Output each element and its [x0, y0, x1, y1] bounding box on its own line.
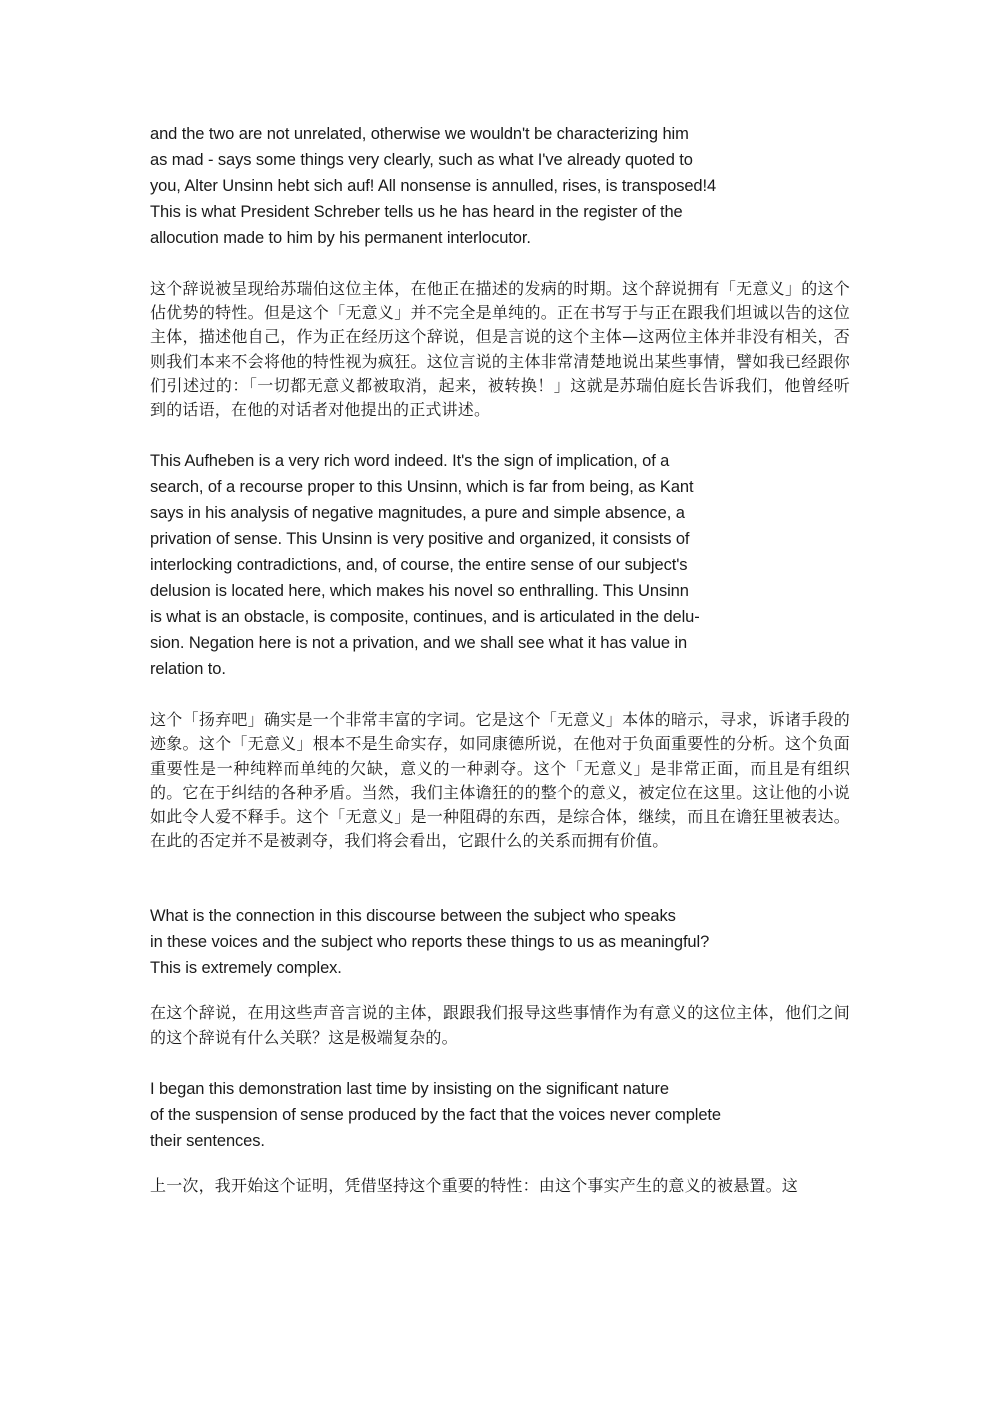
paragraph-zh-3: 在这个辞说，在用这些声音言说的主体，跟跟我们报导这些事情作为有意义的这位主体，他们之间的这个辞说有什么关联？这是极端复杂的。 — [150, 1003, 850, 1047]
paragraph-en-1: and the two are not unrelated, otherwise we wouldn't be characterizing him as mad - says some things very clearly, such as what I've already quoted to you, Alter Unsinn hebt sich auf! All nonsense is annulled, rises, is transposed!4 This is what President Schreber tells us he has heard in the register of the allocution made to him by his permanent interlocutor. — [150, 125, 717, 247]
paragraph-spacer — [150, 682, 850, 708]
paragraph-spacer — [150, 1050, 850, 1076]
paragraph-spacer — [150, 422, 850, 448]
paragraph-spacer — [150, 853, 850, 903]
paragraph-zh-1: 这个辞说被呈现给苏瑞伯这位主体，在他正在描述的发病的时期。这个辞说拥有「无意义」的这个佔优势的特性。但是这个「无意义」并不完全是单纯的。正在书写于与正在跟我们坦诚以告的这位主体，描述他自己，作为正在经历这个辞说，但是言说的这个主体—这两位主体并非没有相关，否则我们本来不会将他的特性视为疯狂。这位言说的主体非常清楚地说出某些事情，譬如我已经跟你们引述过的：「一切都无意义都被取消，起来，被转换！」这就是苏瑞伯庭长告诉我们，他曾经听到的话语，在他的对话者对他提出的正式讲述。 — [150, 279, 850, 420]
paragraph-spacer — [150, 981, 850, 1001]
paragraph-en-3: What is the connection in this discourse between the subject who speaks in these voices and the subject who reports these things to us as meaningful? This is extremely complex. — [150, 907, 710, 978]
paragraph-zh-4: 上一次，我开始这个证明，凭借坚持这个重要的特性：由这个事实产生的意义的被悬置。这 — [150, 1175, 799, 1195]
paragraph-zh-2: 这个「扬弃吧」确实是一个非常丰富的字词。它是这个「无意义」本体的暗示，寻求，诉诸手段的迹象。这个「无意义」根本不是生命实存，如同康德所说，在他对于负面重要性的分析。这个负面重要性是一种纯粹而单纯的欠缺，意义的一种剥夺。这个「无意义」是非常正面，而且是有组织的。它在于纠结的各种矛盾。当然，我们主体谵狂的的整个的意义，被定位在这里。这让他的小说如此令人爱不释手。这个「无意义」是一种阻碍的东西，是综合体，继续，而且在谵狂里被表达。在此的否定并不是被剥夺，我们将会看出，它跟什么的关系而拥有价值。 — [150, 710, 850, 851]
document-page — [150, 121, 850, 1198]
paragraph-en-2: This Aufheben is a very rich word indeed. It's the sign of implication, of a search, of a recourse proper to this Unsinn, which is far from being, as Kant says in his analysis of negative magnitudes, a pure and simple absence, a privation of sense. This Unsinn is very positive and organized, it consists of interlocking contradictions, and, of course, the entire sense of our subject's delusion is located here, which makes his novel so enthralling. This Unsinn is what is an obstacle, is composite, continues, and is articulated in the delu- sion. Negation here is not a privation, and we shall see what it has value in relation to. — [150, 452, 700, 679]
paragraph-spacer — [150, 251, 850, 277]
paragraph-en-4: I began this demonstration last time by insisting on the significant nature of the suspension of sense produced by the fact that the voices never complete their sentences. — [150, 1079, 721, 1150]
paragraph-spacer — [150, 1154, 850, 1174]
